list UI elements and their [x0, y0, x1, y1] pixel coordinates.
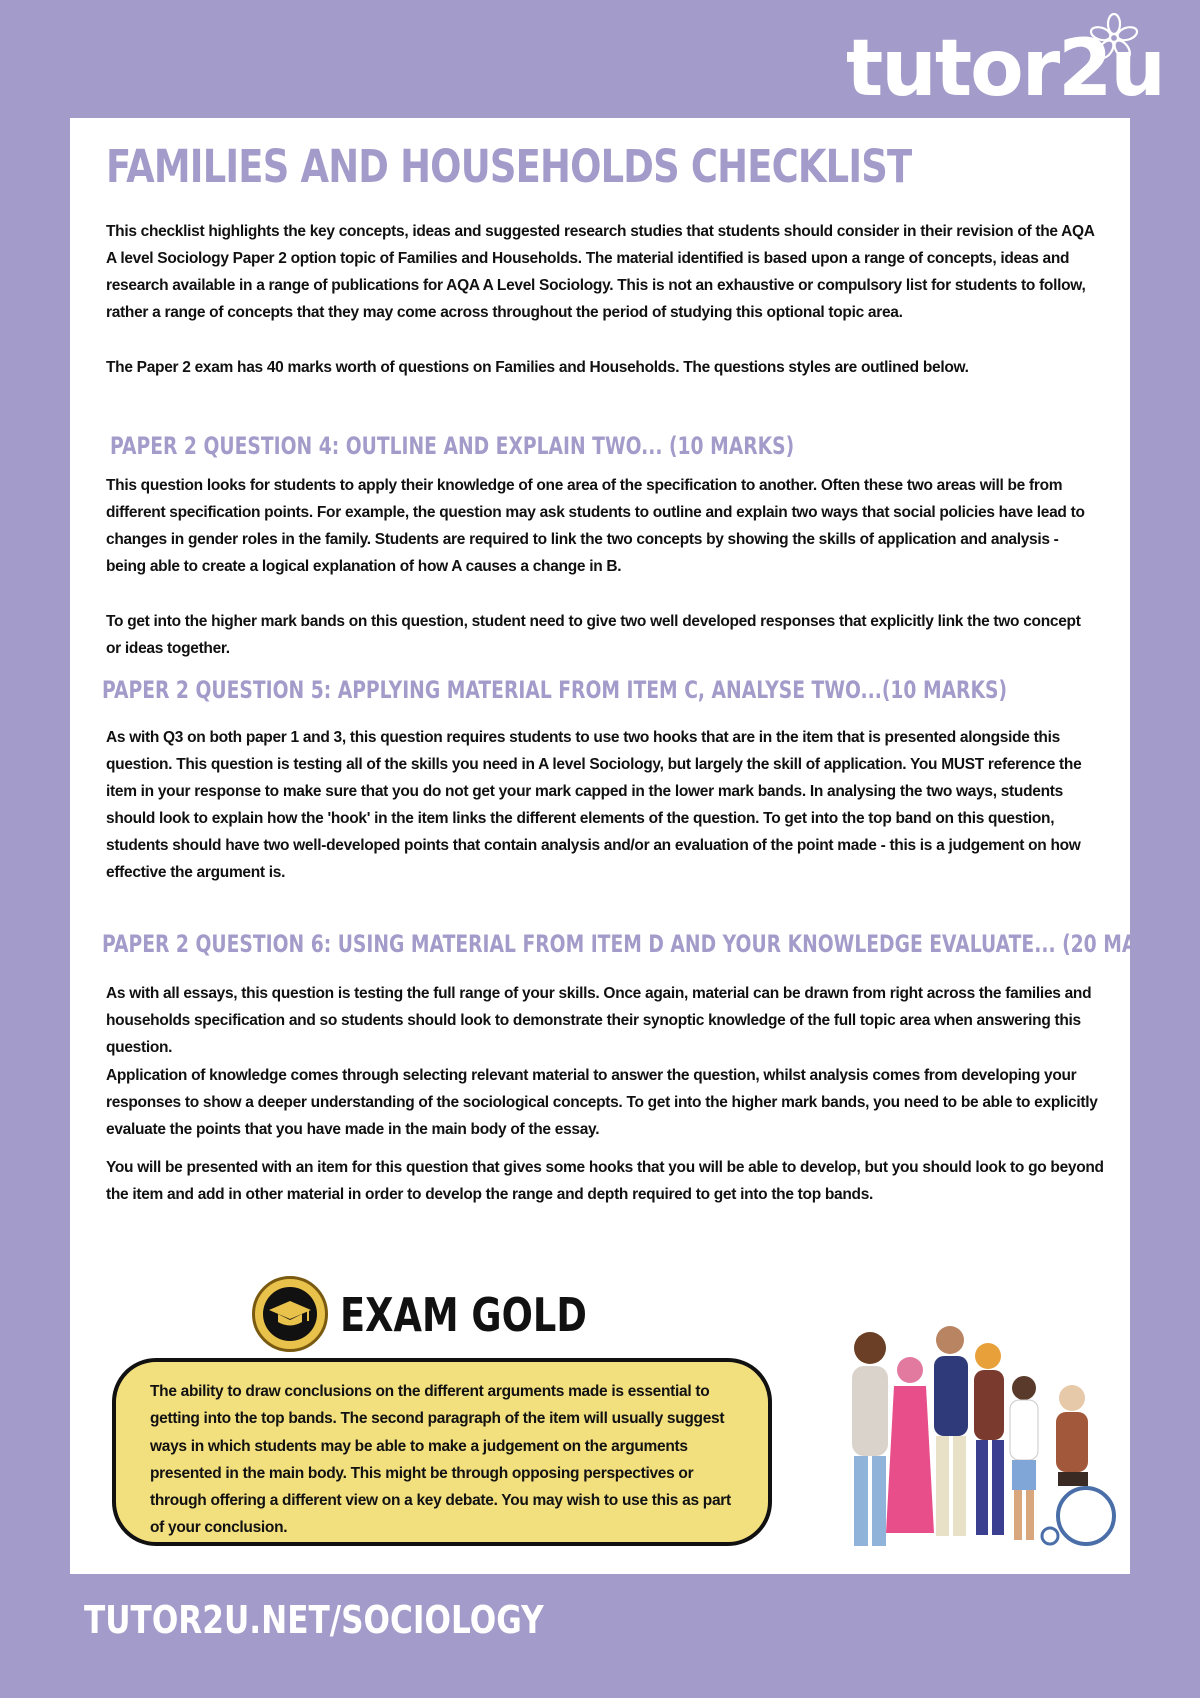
q4-heading: PAPER 2 QUESTION 4: OUTLINE AND EXPLAIN TWO... (10 MARKS) [110, 432, 795, 460]
intro-paragraph: This checklist highlights the key concepts, ideas and suggested research studies that students should consider in their revision of the AQA A level Sociology Paper 2 option topic of Families and Households. The material identified is based upon a range of concepts, ideas and research available in a range of publications for AQA A Level Sociology. This is not an exhaustive or compulsory list for students to follow, rather a range of concepts that they may come across throughout the period of studying this optional topic area. [106, 223, 1095, 321]
footer-url[interactable]: TUTOR2U.NET/SOCIOLOGY [84, 1598, 544, 1642]
q5-paragraph-1: As with Q3 on both paper 1 and 3, this question requires students to use two hooks that are in the item that is presented alongside this question. This question is testing all of the skills you need in A level Sociology, but largely the skill of application. You MUST reference the item in your response to make sure that you do not get your mark capped in the lower mark bands. In analysing the two ways, students should look to explain how the 'hook' in the item links the different elements of the question. To get into the top band on this question, students should have two well-developed points that contain analysis and/or an evaluation of the point made - this is a judgement on how effective the argument is. [106, 729, 1082, 881]
exam-gold-box [112, 1358, 772, 1546]
content-card [70, 118, 1188, 1574]
exam-gold-title: EXAM GOLD [340, 1288, 587, 1342]
diverse-people-illustration [810, 1318, 1130, 1558]
q5-heading: PAPER 2 QUESTION 5: APPLYING MATERIAL FROM ITEM C, ANALYSE TWO...(10 MARKS) [102, 676, 1008, 704]
exam-gold-badge [252, 1276, 328, 1352]
graduation-cap-icon [263, 1287, 317, 1341]
q6-heading: PAPER 2 QUESTION 6: USING MATERIAL FROM ITEM D AND YOUR KNOWLEDGE EVALUATE... (20 MARKS) [102, 930, 1188, 958]
q6-paragraph-3: You will be presented with an item for this question that gives some hooks that you will be able to develop, but you should look to go beyond the item and add in other material in order to develop the range and depth required to get into the top bands. [106, 1159, 1104, 1203]
q4-paragraph-1: This question looks for students to apply their knowledge of one area of the specification to another. Often these two areas will be from different specification points. For example, the question may ask students to outline and explain two ways that social policies have lead to changes in gender roles in the family. Students are required to link the two concepts by showing the skills of application and analysis - being able to create a logical explanation of how A causes a change in B. [106, 477, 1085, 575]
q6-paragraph-2: Application of knowledge comes through selecting relevant material to answer the question, whilst analysis comes from developing your responses to show a deeper understanding of the sociological concepts. To get into the higher mark bands, you need to be able to explicitly evaluate the points that you have made in the main body of the essay. [106, 1067, 1098, 1138]
exam-gold-text: The ability to draw conclusions on the different arguments made is essential to getting into the top bands. The second paragraph of the item will usually suggest ways in which students may be able to make a judgement on the arguments presented in the main body. This might be through opposing perspectives or through offering a different view on a key debate. You may wish to use this as part of your conclusion. [150, 1383, 731, 1537]
q4-paragraph-2: To get into the higher mark bands on this question, student need to give two well developed responses that explicitly link the two concept or ideas together. [106, 613, 1081, 657]
q6-paragraph-1: As with all essays, this question is testing the full range of your skills. Once again, material can be drawn from right across the families and households specification and so students should look to demonstrate their synoptic knowledge of the full topic area when answering this question. [106, 985, 1092, 1056]
exam-intro-paragraph: The Paper 2 exam has 40 marks worth of questions on Families and Households. The questions styles are outlined below. [106, 359, 969, 376]
flower-icon [1086, 10, 1142, 66]
tutor2u-logo: tutor2u [846, 24, 1164, 114]
page-title: FAMILIES AND HOUSEHOLDS CHECKLIST [106, 140, 912, 193]
badge-inner [263, 1287, 317, 1341]
